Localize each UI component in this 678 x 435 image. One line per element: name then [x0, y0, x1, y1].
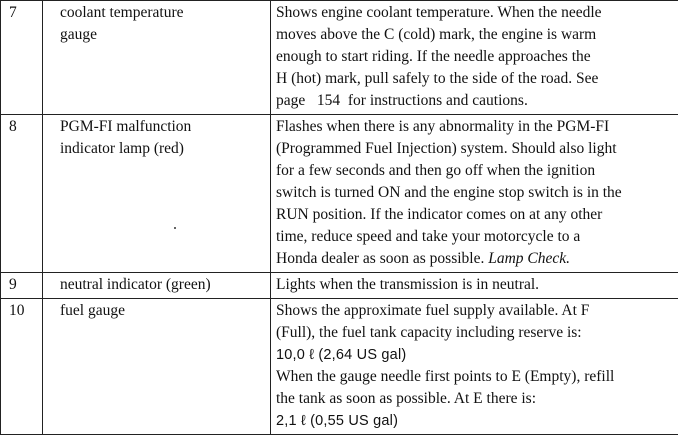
item-description: Shows engine coolant temperature. When the needle moves above the C (cold) mark, the engine is warm enough to start riding. If the needle approaches the H (hot) mark, pull safely to the side of the road. See page 154 for instructions and cautions.: [271, 1, 678, 115]
row-number: 9: [1, 273, 43, 299]
item-name: coolant temperature gauge: [43, 1, 271, 115]
row-number: 10: [1, 299, 43, 435]
table-row: [1, 115, 678, 273]
reserve-capacity-spec: 2,1 ℓ (0,55 US gal): [276, 410, 674, 432]
item-name: fuel gauge: [43, 299, 271, 435]
stray-mark: [174, 227, 176, 229]
table-row: [1, 299, 678, 435]
table-row: [1, 1, 678, 115]
full-capacity-spec: 10,0 ℓ (2,64 US gal): [276, 344, 674, 366]
lamp-check-note: Lamp Check.: [488, 250, 570, 267]
item-description: Shows the approximate fuel supply available. At F (Full), the fuel tank capacity including reserve is: 10,0 ℓ (2,64 US gal) When the gauge needle first points to E (Empty), refill the tank as soon as possible. At E there is: 2,1 ℓ (0,55 US gal): [271, 299, 678, 435]
item-name: neutral indicator (green): [43, 273, 271, 299]
page-reference: page 154 for instructions and cautions.: [276, 90, 674, 112]
item-description: Lights when the transmission is in neutral.: [271, 273, 678, 299]
row-number: 8: [1, 115, 43, 273]
item-description: Flashes when there is any abnormality in the PGM-FI (Programmed Fuel Injection) system. Should also light for a few seconds and then go off when the ignition switch is turned ON and the engine stop switch is in the RUN position. If the indicator comes on at any other time, reduce speed and take your motorcycle to a Honda dealer as soon as possible. Lamp Check.: [271, 115, 678, 273]
table-row: [1, 273, 678, 299]
row-number: 7: [1, 1, 43, 115]
item-name: PGM-FI malfunction indicator lamp (red): [43, 115, 271, 273]
